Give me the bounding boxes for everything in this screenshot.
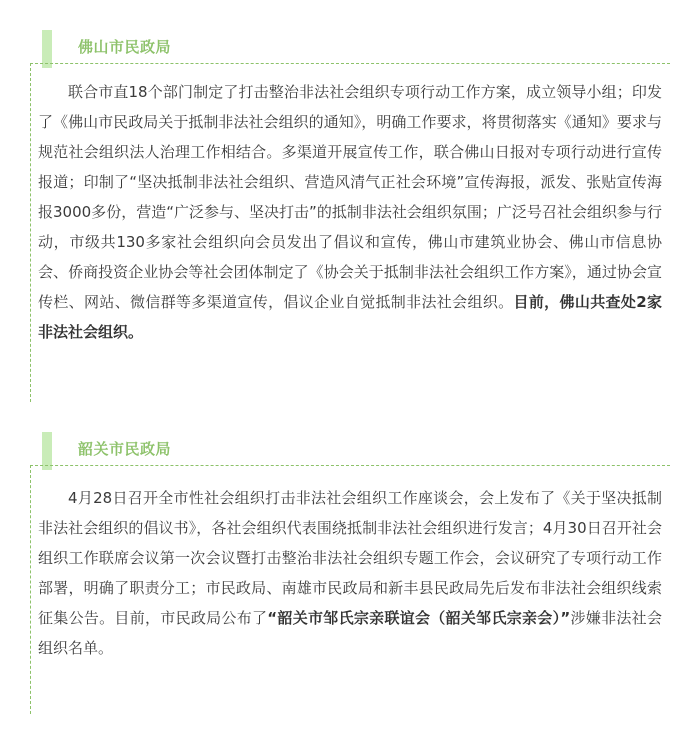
section-shaoguan [30, 432, 670, 714]
paragraph-text: 4月28日召开全市性社会组织打击非法社会组织工作座谈会，会上发布了《关于坚决抵制非法社会组织的倡议书》，各社会组织代表围绕抵制非法社会组织进行发言；4月30日召开社会组织工作联席会议第一次会议暨打击整治非法社会组织专题工作会，会议研究了专项行动工作部署，明确了职责分工；市民政局、南雄市民政局和新丰县民政局先后发布非法社会组织线索征集公告。目前，市民政局公布了 [38, 489, 662, 627]
paragraph-text: 联合市直18个部门制定了打击整治非法社会组织专项行动工作方案，成立领导小组；印发了《佛山市民政局关于抵制非法社会组织的通知》，明确工作要求，将贯彻落实《通知》要求与规范社会组织法人治理工作相结合。多渠道开展宣传工作，联合佛山日报对专项行动进行宣传报道；印制了“坚决抵制非法社会组织、营造风清气正社会环境”宣传海报，派发、张贴宣传海报3000多份，营造“广泛参与、坚决打击”的抵制非法社会组织氛围；广泛号召社会组织参与行动，市级共130多家社会组织向会员发出了倡议和宣传，佛山市建筑业协会、佛山市信息协会、侨商投资企业协会等社会团体制定了《协会关于抵制非法社会组织工作方案》，通过协会宣传栏、网站、微信群等多渠道宣传，倡议企业自觉抵制非法社会组织。 [38, 83, 662, 311]
section-foshan [30, 30, 670, 402]
paragraph-bold-text: 目前，佛山共查处2家非法社会组织。 [38, 293, 662, 341]
section-paragraph [38, 77, 662, 347]
section-title: 韶关市民政局 [78, 440, 172, 458]
section-paragraph [38, 483, 662, 663]
paragraph-tail-text: 涉嫌非法社会组织名单。 [38, 609, 662, 657]
paragraph-bold-text: “韶关市邹氏宗亲联谊会（韶关邹氏宗亲会）” [267, 609, 571, 627]
section-title: 佛山市民政局 [78, 38, 172, 56]
